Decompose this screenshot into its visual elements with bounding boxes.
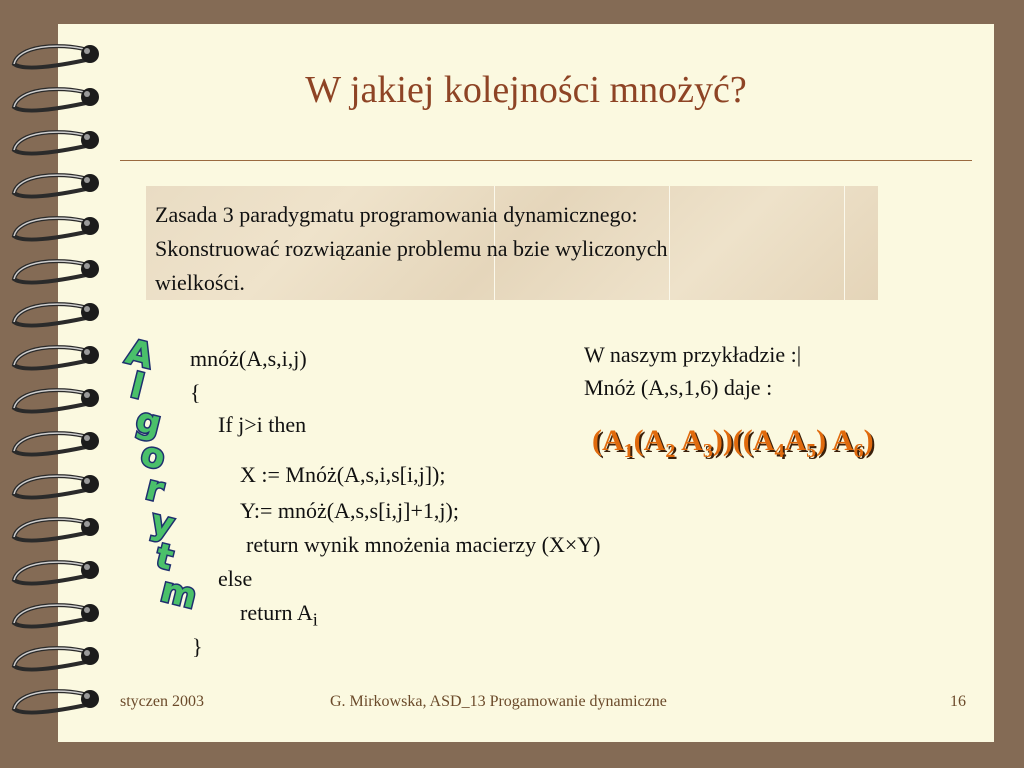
example-text	[584, 338, 801, 404]
footer-author: G. Mirkowska, ASD_13 Progamowanie dynamiczne	[330, 693, 667, 710]
wordart-letter: l	[126, 365, 148, 408]
binding-ring	[8, 427, 102, 461]
code-line: mnóż(A,s,i,j)	[190, 346, 307, 371]
code-line	[240, 600, 318, 632]
binding-ring	[8, 126, 102, 160]
wordart-letter: m	[156, 569, 201, 618]
principle-line: Skonstruować rozwiązanie problemu na bzie wyliczonych	[155, 236, 668, 261]
code-line: {	[190, 380, 201, 405]
code-line: If j>i then	[218, 412, 307, 437]
wordart-letter: y	[146, 501, 179, 547]
binding-ring	[8, 642, 102, 676]
algorytm-wordart	[102, 331, 201, 618]
code-line: return wynik mnożenia macierzy (X×Y)	[246, 532, 601, 557]
binding-ring	[8, 556, 102, 590]
title-divider	[120, 160, 972, 161]
code-line: X := Mnóż(A,s,i,s[i,j]);	[240, 462, 446, 487]
footer-date: styczen 2003	[120, 693, 204, 710]
code-subscript: i	[312, 609, 318, 630]
binding-ring	[8, 513, 102, 547]
example-line: W naszym przykładzie :|	[584, 342, 802, 367]
binding-ring	[8, 169, 102, 203]
wordart-letter: r	[141, 467, 168, 511]
code-text: return A	[240, 600, 313, 625]
code-line: }	[192, 634, 203, 659]
result-formula: ($A_1(A_2$ $A_3))((A_4A_5)$ $A_6$)	[592, 424, 874, 462]
page-number: 16	[950, 693, 966, 710]
wordart-letter: A	[121, 331, 158, 378]
binding-ring	[8, 384, 102, 418]
binding-ring	[8, 298, 102, 332]
code-line: Y:= mnóż(A,s,s[i,j]+1,j);	[240, 498, 459, 523]
principle-text	[155, 198, 855, 300]
slide-title: W jakiej kolejności mnożyć?	[305, 69, 747, 111]
wordart-letter: o	[136, 433, 170, 479]
binding-ring	[8, 212, 102, 246]
code-line: else	[218, 566, 253, 591]
principle-line: wielkości.	[155, 270, 245, 295]
wordart-letter: g	[131, 399, 166, 445]
wordart-letter: t	[151, 535, 178, 579]
binding-ring	[8, 470, 102, 504]
example-line: Mnóż (A,s,1,6) daje :	[584, 375, 773, 400]
binding-ring	[8, 685, 102, 719]
binding-ring	[8, 341, 102, 375]
principle-line: Zasada 3 paradygmatu programowania dynamicznego:	[155, 202, 638, 227]
principle-box	[146, 186, 878, 300]
binding-ring	[8, 255, 102, 289]
binding-ring	[8, 599, 102, 633]
